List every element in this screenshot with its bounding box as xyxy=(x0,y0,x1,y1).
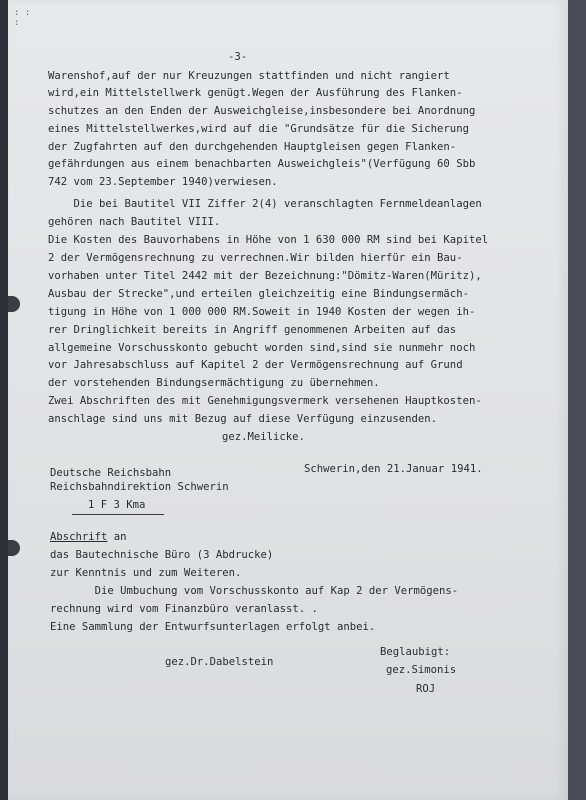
copy-line: zur Kenntnis und zum Weiteren. xyxy=(50,567,242,579)
body-line: allgemeine Vorschusskonto gebucht worden sind,sind sie nunmehr noch xyxy=(48,342,476,354)
body-line: gehören nach Bautitel VIII. xyxy=(48,216,221,228)
punch-hole xyxy=(8,540,20,556)
body-line: Die Kosten des Bauvorhabens in Höhe von 1 630 000 RM sind bei Kapitel xyxy=(48,234,489,246)
copy-line: Die Umbuchung vom Vorschusskonto auf Kap 2 der Vermögens- xyxy=(50,585,459,597)
sender-line: Reichsbahndirektion Schwerin xyxy=(50,481,229,493)
body-line: wird,ein Mittelstellwerk genügt.Wegen der Ausführung des Flanken- xyxy=(48,87,463,99)
initials: ROJ xyxy=(416,683,436,695)
signature-meilicke: gez.Meilicke. xyxy=(222,431,305,443)
body-line: 2 der Vermögensrechnung zu verrechnen.Wir bilden hierfür ein Bau- xyxy=(48,252,463,264)
body-line: der vorstehenden Bindungsermächtigung zu übernehmen. xyxy=(48,377,380,389)
body-line: schutzes an den Enden der Ausweichgleise,insbesondere bei Anordnung xyxy=(48,105,476,117)
body-line: Warenshof,auf der nur Kreuzungen stattfinden und nicht rangiert xyxy=(48,70,450,82)
copy-heading xyxy=(50,530,127,545)
sender-line: Deutsche Reichsbahn xyxy=(50,467,172,479)
page-number: -3- xyxy=(228,51,248,63)
copy-heading-word: Abschrift xyxy=(50,531,108,543)
copy-line: das Bautechnische Büro (3 Abdrucke) xyxy=(50,549,274,561)
certified-label: Beglaubigt: xyxy=(380,646,451,658)
copy-line: rechnung wird vom Finanzbüro veranlasst. . xyxy=(50,603,318,615)
copy-line: Eine Sammlung der Entwurfsunterlagen erfolgt anbei. xyxy=(50,621,376,633)
reference-code: 1 F 3 Kma xyxy=(88,499,146,511)
body-line: Die bei Bautitel VII Ziffer 2(4) veranschlagten Fernmeldeanlagen xyxy=(48,198,482,210)
body-line: anschlage sind uns mit Bezug auf diese Verfügung einzusenden. xyxy=(48,413,438,425)
copy-heading-suffix: an xyxy=(107,531,127,543)
punch-hole xyxy=(8,296,20,312)
reference-underline xyxy=(72,514,164,515)
body-line: Zwei Abschriften des mit Genehmigungsvermerk versehenen Hauptkosten- xyxy=(48,395,482,407)
body-line: vor Jahresabschluss auf Kapitel 2 der Vermögensrechnung auf Grund xyxy=(48,359,463,371)
signature-dabelstein: gez.Dr.Dabelstein xyxy=(165,656,274,668)
place-date: Schwerin,den 21.Januar 1941. xyxy=(304,463,483,475)
body-line: 742 vom 23.September 1940)verwiesen. xyxy=(48,176,278,188)
body-line: Ausbau der Strecke",und erteilen gleichzeitig eine Bindungsermäch- xyxy=(48,288,469,300)
body-line: tigung in Höhe von 1 000 000 RM.Soweit in 1940 Kosten der wegen ih- xyxy=(48,306,476,318)
corner-marks: : : : xyxy=(14,8,31,28)
body-line: eines Mittelstellwerkes,wird auf die "Grundsätze für die Sicherung xyxy=(48,123,469,135)
body-line: rer Dringlichkeit bereits in Angriff genommenen Arbeiten auf das xyxy=(48,324,457,336)
body-line: gefährdungen aus einem benachbarten Ausweichgleis"(Verfügung 60 Sbb xyxy=(48,158,476,170)
signature-simonis: gez.Simonis xyxy=(386,664,457,676)
body-line: vorhaben unter Titel 2442 mit der Bezeichnung:"Dömitz-Waren(Müritz), xyxy=(48,270,482,282)
body-line: der Zugfahrten auf den durchgehenden Hauptgleisen gegen Flanken- xyxy=(48,141,457,153)
